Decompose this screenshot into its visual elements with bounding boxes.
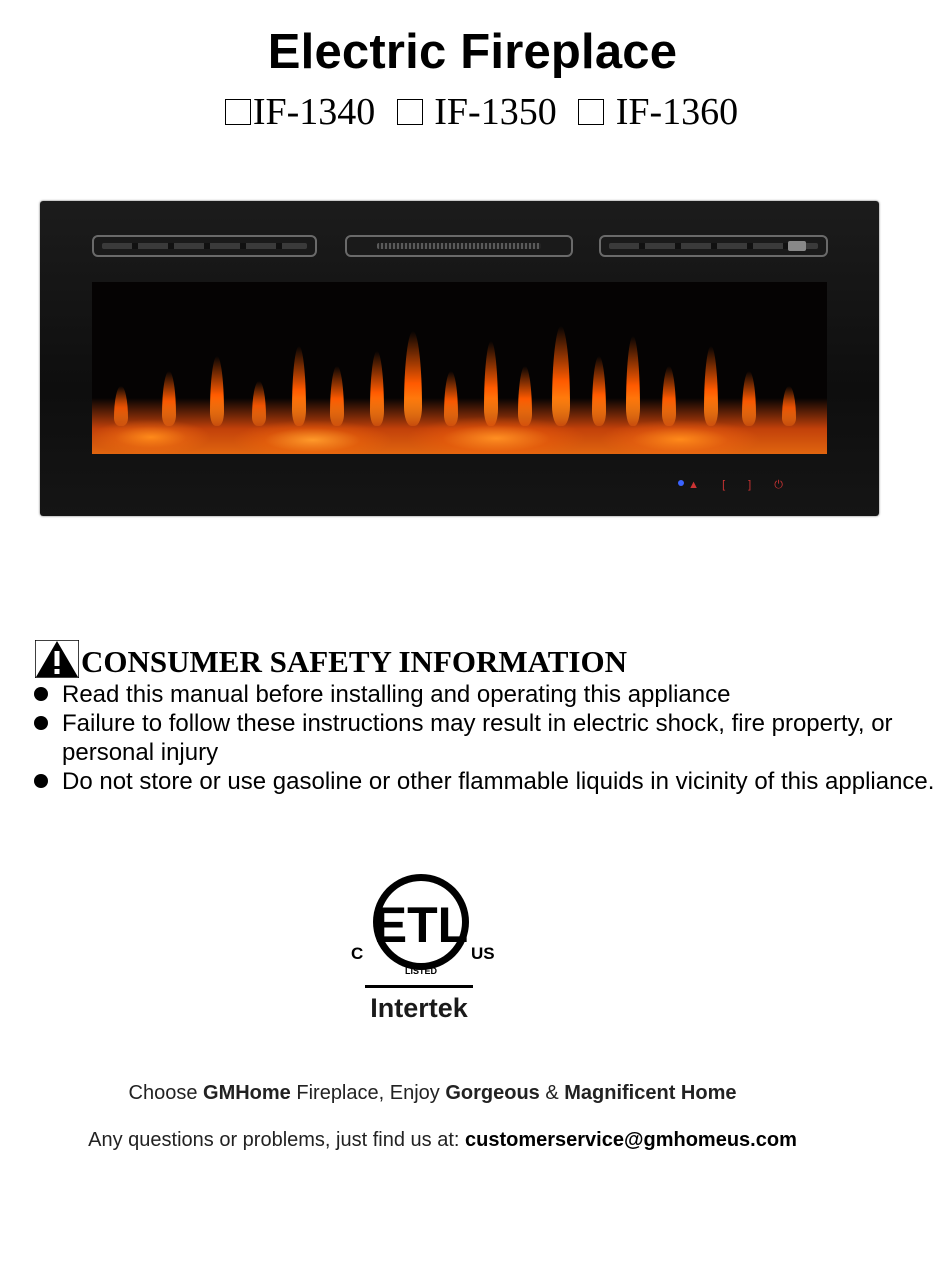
etl-intertek-logo: [349, 868, 499, 1028]
bullet-icon: [34, 687, 48, 701]
model-if-1350: IF-1350: [434, 91, 557, 133]
safety-list: [33, 680, 938, 796]
warning-icon: [35, 640, 79, 678]
model-if-1360: IF-1360: [615, 91, 739, 133]
bullet-icon: [34, 716, 48, 730]
list-item: Do not store or use gasoline or other flammable liquids in vicinity of this appliance.: [33, 767, 938, 796]
intertek-wordmark: Intertek: [370, 993, 468, 1023]
support-email: customerservice@gmhomeus.com: [465, 1129, 797, 1151]
tagline: Choose GMHome Fireplace, Enjoy Gorgeous & Magnificent Home: [128, 1082, 737, 1104]
safety-heading-text: CONSUMER SAFETY INFORMATION: [81, 644, 627, 679]
heater-vent: [345, 235, 573, 257]
checkbox-icon: [225, 99, 251, 125]
list-item: Read this manual before installing and operating this appliance: [33, 680, 938, 709]
checkbox-icon: [397, 99, 423, 125]
contact-line: Any questions or problems, just find us at: customerservice@gmhomeus.com: [88, 1129, 797, 1151]
flame-window: [92, 282, 827, 454]
flame-button-icon: [678, 480, 684, 486]
vent-right: [599, 235, 828, 257]
safety-heading: [35, 640, 935, 680]
checkbox-icon: [578, 99, 604, 125]
model-options: [0, 90, 950, 134]
c-mark: C: [351, 944, 364, 963]
power-switch-icon: [788, 241, 806, 251]
fireplace-product-image: [40, 201, 879, 516]
control-panel: ▲ [ ] ⏻: [678, 479, 793, 492]
page-title: Electric Fireplace: [267, 25, 678, 79]
vent-left: [92, 235, 317, 257]
bullet-icon: [34, 774, 48, 788]
list-item: Failure to follow these instructions may result in electric shock, fire property, or personal injury: [33, 709, 938, 767]
model-if-1340: IF-1340: [252, 91, 376, 133]
us-mark: US: [471, 944, 495, 963]
listed-mark: LISTED: [404, 966, 438, 976]
brand-name: GMHome: [203, 1082, 291, 1104]
etl-mark: ETL: [373, 897, 469, 953]
